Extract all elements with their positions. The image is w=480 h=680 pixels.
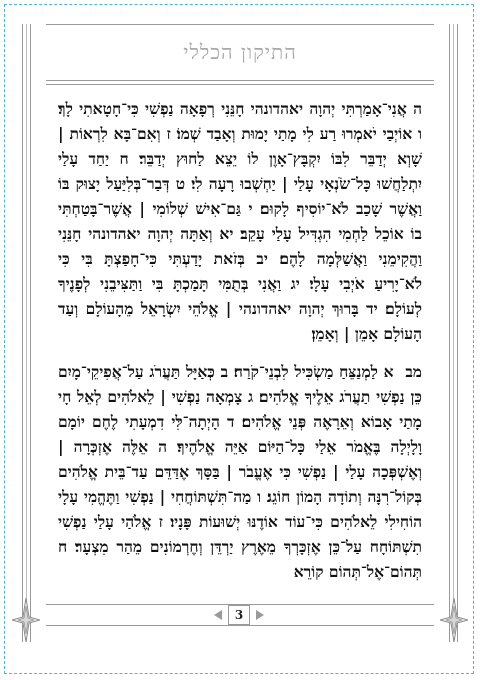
footer-right-arrow-icon xyxy=(256,610,264,620)
page-header-title: התיקון הכללי xyxy=(183,40,297,64)
psalm-number-label: מב xyxy=(405,362,422,381)
page-number: 3 xyxy=(228,605,250,625)
left-corner-ornament-icon xyxy=(12,598,40,642)
text-block-psalm-42 xyxy=(58,359,422,584)
left-frame-rail xyxy=(22,24,31,642)
right-corner-ornament-icon xyxy=(440,598,468,642)
text-block-psalm-41 xyxy=(58,96,422,346)
psalm-42-verses: א לַמְנַצֵּחַ מַשְׂכִּיל לִבְנֵי־קֹרַח׃ ב כְּאַיָּל תַּעֲרֹג עַל־אֲפִיקֵי־מָיִם כֵּן נַפְשִׁי תַעֲרֹג אֵלֶיךָ אֱלֹהִים׃ ג צָמְאָה נַפְשִׁי | לֵאלֹהִים לְאֵל חָי מָתַי אָבוֹא וְאֵרָאֶה פְּנֵי אֱלֹהִים׃ ד הָיְתָה־לִּי דִמְעָתִי לֶחֶם יוֹמָם וָלָיְלָה בֶּאֱמֹר אֵלַי כָּל־הַיּוֹם אַיֵּה אֱלֹהֶיךָ׃ ה אֵלֶּה אֶזְכְּרָה | וְאֶשְׁפְּכָה עָלַי | נַפְשִׁי כִּי אֶעֱבֹר | בַּסָּךְ אֶדַּדֵּם עַד־בֵּית אֱלֹהִים בְּקוֹל־רִנָּה וְתוֹדָה הָמוֹן חוֹגֵג׃ ו מַה־תִּשְׁתּוֹחֲחִי | נַפְשִׁי וַתֶּהֱמִי עָלָי הוֹחִילִי לֵאלֹהִים כִּי־עוֹד אוֹדֶנּוּ יְשׁוּעוֹת פָּנָיו׃ ז אֱלֹהַי עָלַי נַפְשִׁי תִשְׁתּוֹחָח עַל־כֵּן אֶזְכָּרְךָ מֵאֶרֶץ יַרְדֵּן וְחֶרְמוֹנִים מֵהַר מִצְעָר׃ ח תְּהוֹם־אֶל־תְּהוֹם קוֹרֵא xyxy=(58,362,422,581)
footer-left-arrow-icon xyxy=(214,610,222,620)
header-divider xyxy=(46,80,434,85)
psalm-41-verses: ה אֲנִי־אָמַרְתִּי יְהוָה יאהדונהי חָנֵּנִי רְפָאָה נַפְשִׁי כִּי־חָטָאתִי לָךְ׃ ו אוֹיְבַי יֹאמְרוּ רַע לִי מָתַי יָמוּת וְאָבַד שְׁמוֹ׃ ז וְאִם־בָּא לִרְאוֹת | שָׁוְא יְדַבֵּר לִבּוֹ יִקְבָּץ־אָוֶן לוֹ יֵצֵא לַחוּץ יְדַבֵּר׃ ח יַחַד עָלַי יִתְלַחֲשׁוּ כָּל־שֹׂנְאָי עָלַי | יַחְשְׁבוּ רָעָה לִי׃ ט דְּבַר־בְּלִיַּעַל יָצוּק בּוֹ וַאֲשֶׁר שָׁכַב לֹא־יוֹסִיף לָקוּם׃ י גַּם־אִישׁ שְׁלוֹמִי | אֲשֶׁר־בָּטַחְתִּי בוֹ אוֹכֵל לַחְמִי הִגְדִּיל עָלַי עָקֵב׃ יא וְאַתָּה יְהוָה יאהדונהי חָנֵּנִי וַהֲקִימֵנִי וַאֲשַׁלְּמָה לָהֶם׃ יב בְּזֹאת יָדַעְתִּי כִּי־חָפַצְתָּ בִּי כִּי לֹא־יָרִיעַ אֹיְבִי עָלָי׃ יג וַאֲנִי בְּתֻמִּי תָּמַכְתָּ בִּי וַתַּצִּיבֵנִי לְפָנֶיךָ לְעוֹלָם׃ יד בָּרוּךְ יְהוָה יאהדונהי | אֱלֹהֵי יִשְׂרָאֵל מֵהָעוֹלָם וְעַד הָעוֹלָם אָמֵן | וְאָמֵן׃ xyxy=(58,99,422,343)
top-frame-line xyxy=(46,24,434,25)
right-frame-rail xyxy=(449,24,458,642)
